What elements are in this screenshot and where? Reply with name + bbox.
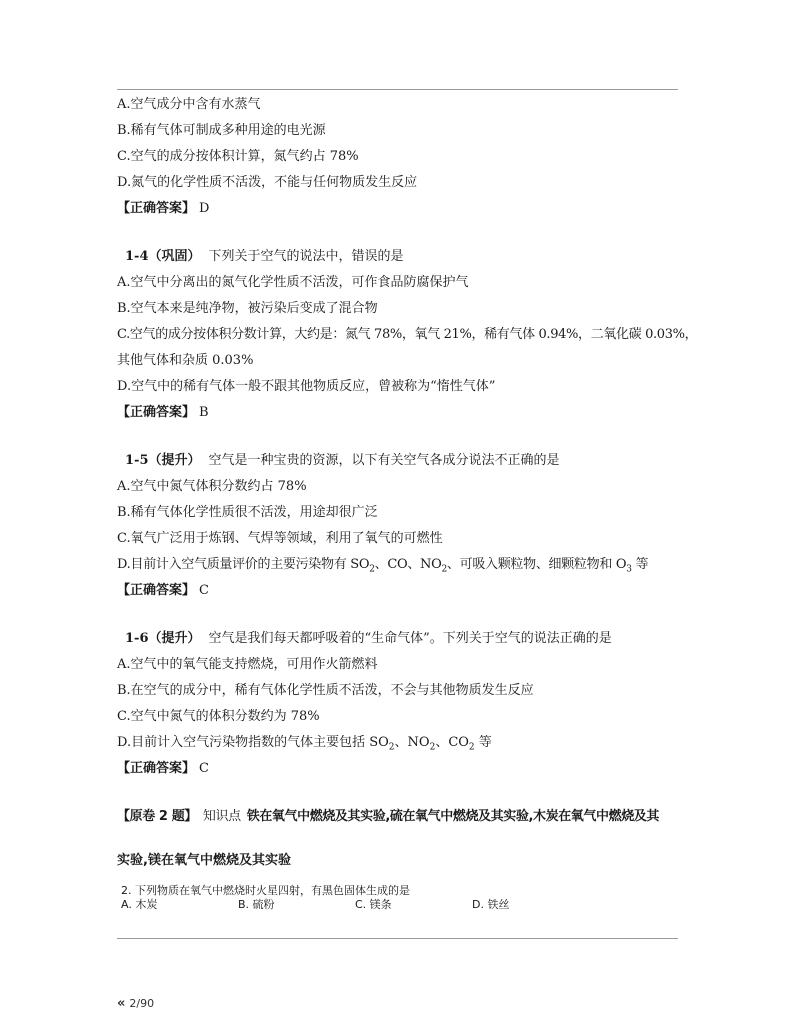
question-block-1-5 <box>117 448 682 604</box>
knowledge-point-text: 铁在氧气中燃烧及其实验,硫在氧气中燃烧及其实验,木炭在氧气中燃烧及其 <box>246 809 659 824</box>
subscript: 2 <box>369 564 375 575</box>
option-d-part: 、CO、NO <box>374 557 442 572</box>
question-stem <box>117 626 682 652</box>
answer-value: D <box>199 201 210 216</box>
knowledge-point-label: 知识点 <box>202 809 241 824</box>
option-b: B.稀有气体化学性质很不活泼，用途却很广泛 <box>117 505 378 520</box>
option-d-part: 、CO <box>435 735 469 750</box>
question-tag: 1-4（巩固） <box>125 249 201 264</box>
option-d <box>117 552 682 578</box>
answer-line <box>117 578 682 604</box>
option-c: C. 镁条 <box>355 898 392 911</box>
answer-value: C <box>199 583 209 598</box>
option-d-part: D.目前计入空气质量评价的主要污染物有 SO <box>117 557 370 572</box>
option-c: C.空气的成分按体积分数计算，大约是：氮气 78%，氧气 21%，稀有气体 0.94%，二氧化碳 0.03%， <box>117 327 698 342</box>
question-tag: 1-5（提升） <box>125 453 201 468</box>
option-b: B.在空气的成分中，稀有气体化学性质不活泼，不会与其他物质发生反应 <box>117 683 534 698</box>
option-d: D.氮气的化学性质不活泼，不能与任何物质发生反应 <box>117 175 418 190</box>
page-content <box>117 92 698 912</box>
question-block-1-3 <box>117 92 682 222</box>
answer-line <box>117 400 682 426</box>
knowledge-point-line <box>117 804 682 830</box>
option-d <box>117 730 682 756</box>
option-a: A.空气中分离出的氮气化学性质不活泼，可作食品防腐保护气 <box>117 275 469 290</box>
question-block-1-6 <box>117 626 682 782</box>
question-block-1-4 <box>117 244 698 426</box>
option-d: D.空气中的稀有气体一般不跟其他物质反应，曾被称为“惰性气体” <box>117 379 496 394</box>
option-b: B.空气本来是纯净物，被污染后变成了混合物 <box>117 301 378 316</box>
answer-value: C <box>199 761 209 776</box>
subscript: 2 <box>441 564 447 575</box>
option-c: C.氧气广泛用于炼钢、气焊等领域，利用了氧气的可燃性 <box>117 531 443 546</box>
answer-label: 【正确答案】 <box>117 405 196 420</box>
option-c-continued: 其他气体和杂质 0.03% <box>117 353 254 368</box>
question-text: 下列关于空气的说法中，错误的是 <box>208 249 404 264</box>
footer-rule <box>117 938 678 939</box>
question-text: 空气是一种宝贵的资源，以下有关空气各成分说法不正确的是 <box>208 453 560 468</box>
question-stem <box>117 448 682 474</box>
option-d-part: 、NO <box>394 735 430 750</box>
option-d: D. 铁丝 <box>472 898 510 911</box>
option-a: A.空气中氮气体积分数约占 78% <box>117 479 307 494</box>
original-label: 【原卷 2 题】 <box>117 809 197 824</box>
page-footer <box>117 996 154 1011</box>
option-b: B. 硫粉 <box>238 898 275 911</box>
answer-label: 【正确答案】 <box>117 583 196 598</box>
question-stem: 2. 下列物质在氧气中燃烧时火星四射，有黑色固体生成的是 <box>121 884 410 897</box>
option-a: A.空气中的氧气能支持燃烧，可用作火箭燃料 <box>117 657 378 672</box>
question-tag: 1-6（提升） <box>125 631 201 646</box>
subscript: 2 <box>429 742 436 753</box>
answer-line <box>117 756 682 782</box>
answer-value: B <box>199 405 209 420</box>
knowledge-point-continued: 实验,镁在氧气中燃烧及其实验 <box>117 853 291 868</box>
option-c: C.空气中氮气的体积分数约为 78% <box>117 709 320 724</box>
option-a: A.空气成分中含有水蒸气 <box>117 97 261 112</box>
option-d-part: 等 <box>631 557 649 572</box>
answer-label: 【正确答案】 <box>117 201 196 216</box>
question-stem <box>117 244 682 270</box>
answer-line <box>117 196 682 222</box>
option-d-part: D.目前计入空气污染物指数的气体主要包括 SO <box>117 735 389 750</box>
subscript: 2 <box>468 742 475 753</box>
option-c: C.空气的成分按体积计算，氮气约占 78% <box>117 149 359 164</box>
option-a: A. 木炭 <box>121 898 158 911</box>
header-rule <box>117 89 678 90</box>
chevron-left-icon: « <box>117 996 126 1011</box>
option-d-part: 等 <box>474 735 492 750</box>
original-question <box>117 884 682 912</box>
answer-label: 【正确答案】 <box>117 761 196 776</box>
subscript: 3 <box>626 564 632 575</box>
question-text: 空气是我们每天都呼吸着的“生命气体”。下列关于空气的说法正确的是 <box>208 631 612 646</box>
options-row <box>121 898 682 912</box>
original-question-header <box>117 804 682 874</box>
subscript: 2 <box>388 742 395 753</box>
option-d-part: 、可吸入颗粒物、细颗粒物和 O <box>446 557 627 572</box>
option-b: B.稀有气体可制成多种用途的电光源 <box>117 123 326 138</box>
page-number: 2/90 <box>129 997 155 1010</box>
